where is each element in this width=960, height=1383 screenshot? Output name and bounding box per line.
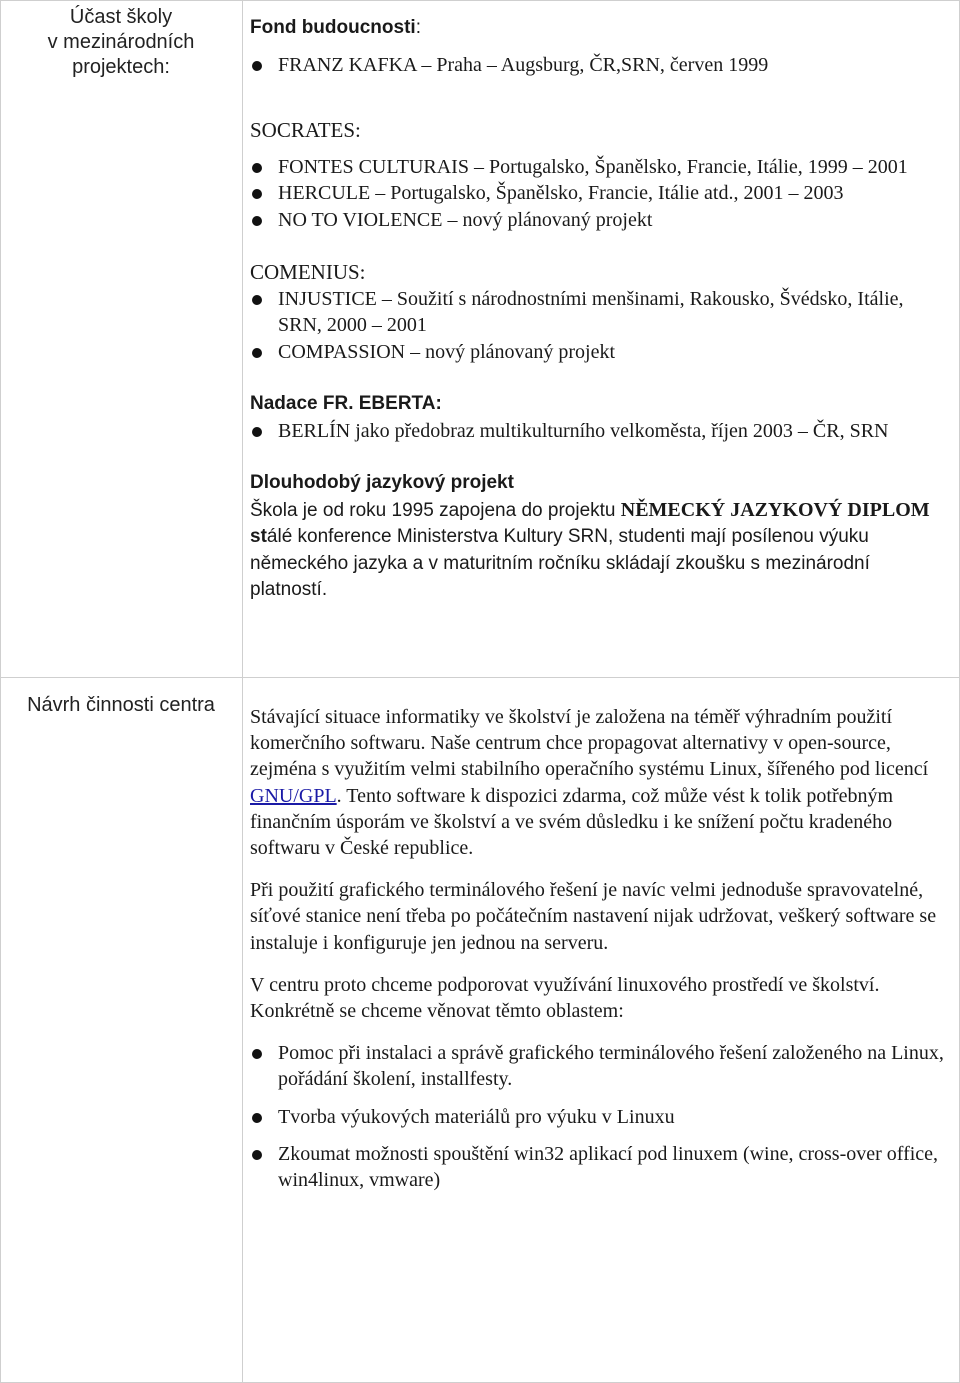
- list-item: FRANZ KAFKA – Praha – Augsburg, ČR,SRN, červen 1999: [250, 52, 952, 79]
- bullet-icon: [252, 348, 262, 358]
- bullet-icon: [252, 189, 262, 199]
- list-item: Tvorba výukových materiálů pro výuku v Linuxu: [250, 1104, 952, 1130]
- bullet-icon: [252, 216, 262, 226]
- bullet-icon: [252, 1113, 262, 1123]
- row-divider: [0, 677, 960, 678]
- label-line: projektech:: [72, 56, 170, 78]
- column-divider: [242, 0, 243, 1383]
- socrates-list: [250, 154, 952, 234]
- nadace-list: [250, 418, 952, 445]
- label-line: Účast školy: [69, 6, 173, 28]
- section-heading-fond: Fond budoucnosti:: [250, 17, 421, 38]
- list-item: Pomoc při instalaci a správě grafického terminálového řešení založeného na Linux, pořádání školení, installfesty.: [250, 1040, 952, 1092]
- bullet-icon: [252, 1150, 262, 1160]
- list-item: NO TO VIOLENCE – nový plánovaný projekt: [250, 207, 952, 234]
- list-item: HERCULE – Portugalsko, Španělsko, Francie, Itálie atd., 2001 – 2003: [250, 180, 952, 207]
- label-line: v mezinárodních: [47, 31, 195, 53]
- long-term-text: Škola je od roku 1995 zapojena do projektu NĚMECKÝ JAZYKOVÝ DIPLOM stálé konference Ministerstva Kultury SRN, studenti mají posílenou výuku německého jazyka a v maturitním ročníku skládají zkoušku s mezinárodní platností.: [250, 498, 930, 600]
- paragraph: Při použití grafického terminálového řešení je navíc velmi jednoduše spravovatelné, síťové stanice není třeba po počátečním nastavení nijak udržovat, veškerý software se instaluje i konfiguruje jen jednou na serveru.: [250, 879, 937, 954]
- section-heading-comenius: COMENIUS:: [250, 260, 366, 284]
- section-heading-long-term: Dlouhodobý jazykový projekt: [250, 472, 514, 493]
- section-heading-nadace: Nadace FR. EBERTA:: [250, 393, 442, 414]
- paragraph: V centru proto chceme podporovat využívání linuxového prostředí ve školství. Konkrétně se chceme věnovat těmto oblastem:: [250, 973, 880, 1023]
- list-item: COMPASSION – nový plánovaný projekt: [250, 339, 952, 366]
- comenius-list: [250, 286, 952, 366]
- bullet-icon: [252, 61, 262, 71]
- row-label-projects: [0, 5, 242, 80]
- center-content: [250, 704, 952, 1204]
- bullet-icon: [252, 163, 262, 173]
- list-item: BERLÍN jako předobraz multikulturního velkoměsta, říjen 2003 – ČR, SRN: [250, 418, 952, 445]
- bullet-icon: [252, 427, 262, 437]
- center-list: [250, 1040, 952, 1193]
- list-item: Zkoumat možnosti spouštění win32 aplikací pod linuxem (wine, cross-over office, win4linux, vmware): [250, 1141, 952, 1193]
- fond-list: [250, 52, 952, 79]
- list-item: FONTES CULTURAIS – Portugalsko, Španělsko, Francie, Itálie, 1999 – 2001: [250, 154, 952, 181]
- paragraph: Stávající situace informatiky ve školství je založena na téměř výhradním použití komerčního softwaru. Naše centrum chce propagovat alternativy v open-source, zejména s využitím velmi stabilního operačního systému Linux, šířeného pod licencí GNU/GPL. Tento software k dispozici zdarma, což může vést k tolik potřebným finančním úsporám ve školství a ve svém důsledku i ke snížení počtu kradeného softwaru v České republice.: [250, 706, 929, 860]
- gnu-gpl-link[interactable]: GNU/GPL: [250, 784, 337, 807]
- projects-content: [250, 15, 952, 604]
- bullet-icon: [252, 295, 262, 305]
- bullet-icon: [252, 1049, 262, 1059]
- section-heading-socrates: SOCRATES:: [250, 118, 361, 142]
- row-label-center: Návrh činnosti centra: [27, 694, 215, 716]
- list-item: INJUSTICE – Soužití s národnostními menšinami, Rakousko, Švédsko, Itálie, SRN, 2000 – 2001: [250, 286, 952, 339]
